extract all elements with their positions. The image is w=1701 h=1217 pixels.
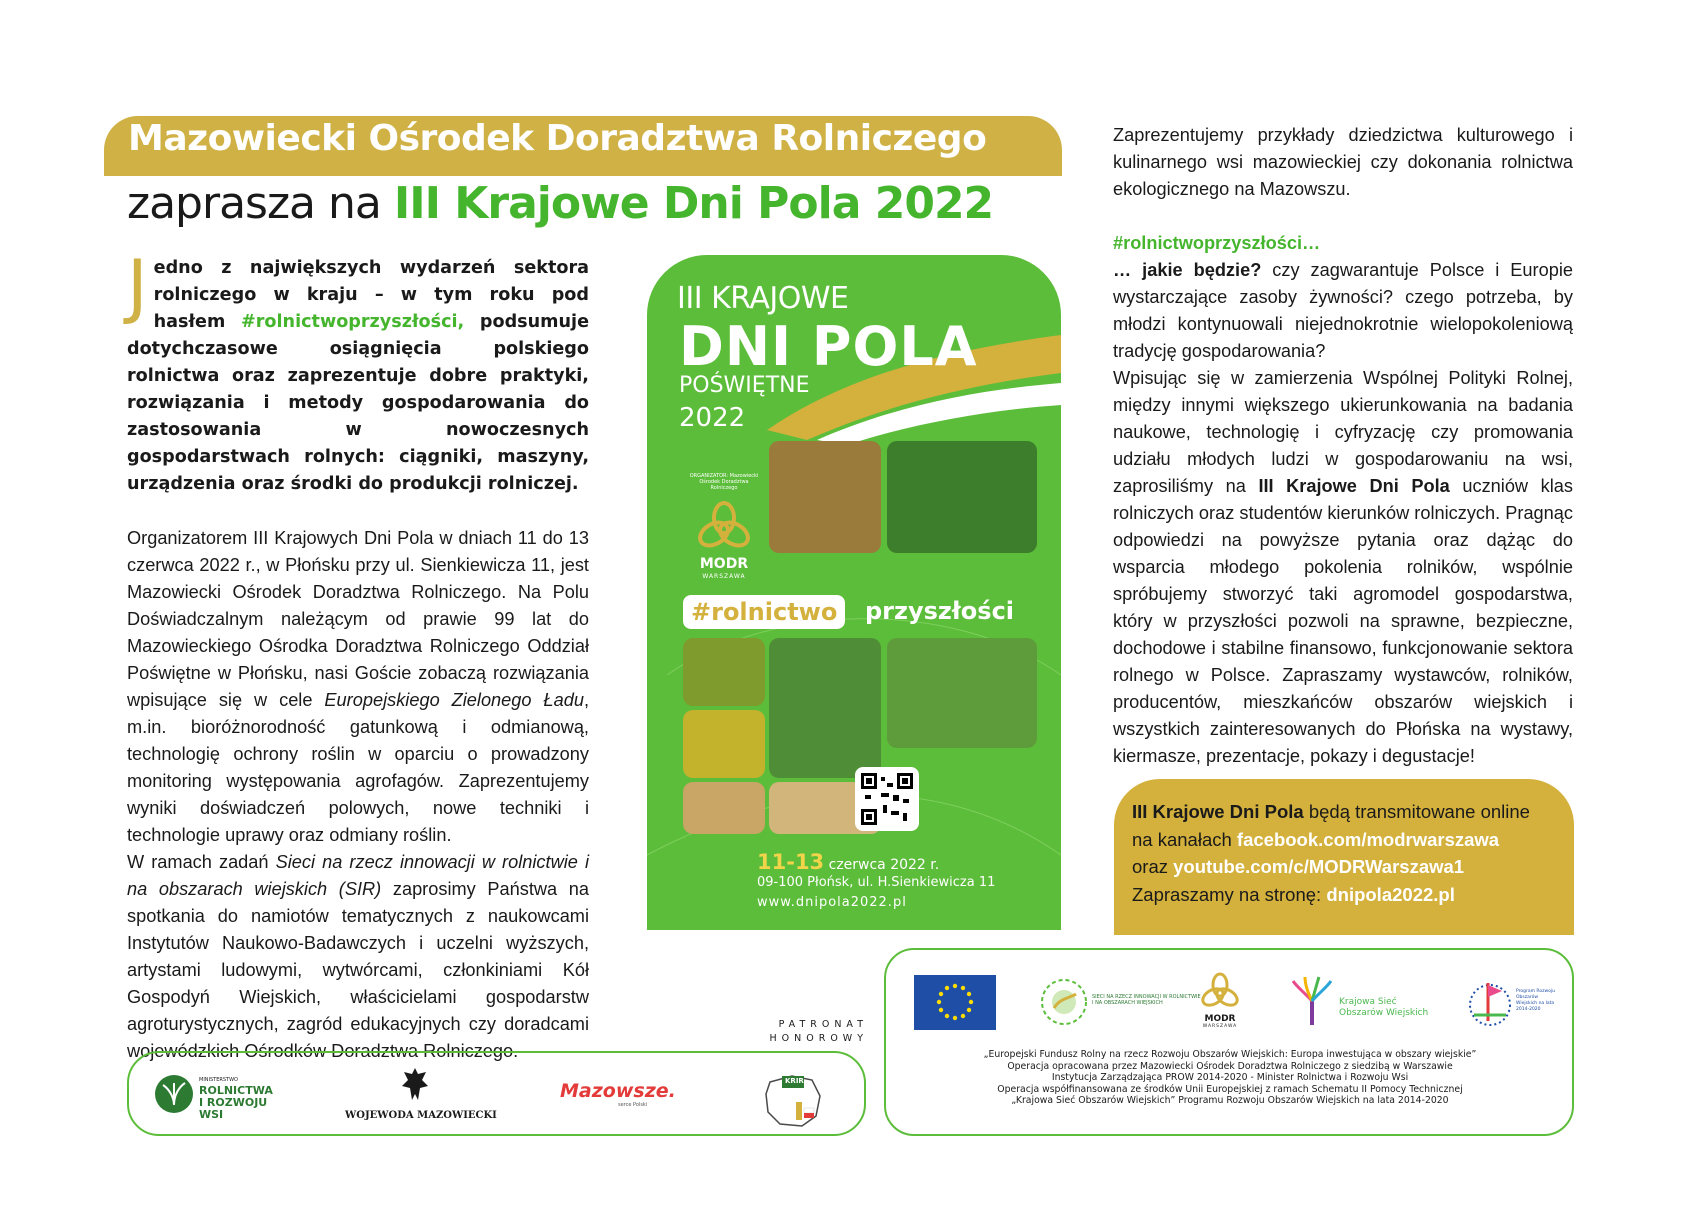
body-paragraph-2 [127, 849, 589, 1065]
photo-grain [683, 782, 765, 834]
ksow-tree-icon [1287, 973, 1337, 1029]
wojewoda-logo [345, 1064, 497, 1121]
lead-text-1: edno z największych wydarzeń sektora rolniczego w kraju – w tym roku pod hasłem [153, 258, 589, 332]
ministry-name: ROLNICTWA I ROZWOJU WSI [199, 1084, 273, 1121]
poster-line-2: DNI POLA [679, 315, 978, 378]
body-1-text-a: Organizatorem III Krajowych Dni Pola w dniach 11 do 13 czerwca 2022 r., w Płońsku przy ul. Sienkiewicza 11, jest Mazowiecki Ośrodek Doradztwa Rolniczego. Na Polu Doświadczalnym należącym od prawie 99 lat do Mazowieckiego Ośrodka Doradztwa Rolniczego Oddział Poświętne w Płońsku, nasi Goście zobaczą rozwiązania wpisujące się w cele [127, 528, 589, 710]
poster-address: 09-100 Płońsk, ul. H.Sienkiewicza 11 [757, 875, 996, 890]
info-line-2 [1132, 826, 1554, 854]
right-hashtag: #rolnictwoprzyszłości… [1113, 233, 1321, 253]
streaming-info-box [1114, 779, 1574, 935]
dropcap: J [127, 245, 148, 327]
body-2-italic: Sieci na rzecz innowacji w rolnictwie i na obszarach wiejskich (SIR) [127, 852, 589, 899]
poster-line-4: 2022 [679, 403, 746, 433]
krir-text: KRIR [785, 1077, 804, 1085]
poster-dates-month: czerwca 2022 r. [824, 857, 940, 873]
prow-text: Program Rozwoju Obszarów Wiejskich na lata 2014-2020 [1516, 989, 1555, 1012]
poster-organizer: ORGANIZATOR: Mazowiecki Ośrodek Doradztwa Rolniczego [689, 473, 759, 491]
photo-wheat [769, 441, 881, 553]
krir-logo [762, 1072, 824, 1134]
lead-hashtag: #rolnictwoprzyszłości, [241, 312, 465, 332]
body-paragraph-1 [127, 525, 589, 849]
question-bold: … jakie będzie? [1113, 260, 1262, 280]
ksow-logo [1287, 973, 1429, 1033]
modr-footer-sub: WARSZAWA [1202, 1024, 1238, 1029]
poster-modr: MODR [699, 556, 749, 572]
qr-code[interactable] [855, 767, 919, 831]
info-event-name: III Krajowe Dni Pola [1132, 801, 1304, 822]
mazowsze-sub: serce Polski [618, 1102, 648, 1108]
eagle-emblem-icon [400, 1064, 430, 1104]
ministry-leaf-icon [155, 1075, 193, 1113]
wojewoda-text: WOJEWODA MAZOWIECKI [345, 1110, 497, 1121]
patronat-label: PATRONAT HONOROWY [769, 1019, 868, 1044]
photo-aerial [769, 638, 881, 778]
right-question [1113, 257, 1573, 365]
funding-line-3: Instytucja Zarządzająca PROW 2014-2020 - Minister Rolnictwa i Rozwoju Wsi [1051, 1072, 1409, 1084]
info-line-3-pre: oraz [1132, 856, 1174, 877]
youtube-link[interactable]: youtube.com/c/MODRWarszawa1 [1173, 856, 1465, 877]
photo-rapeseed [683, 710, 765, 778]
info-line-1-rest: będą transmitowane online [1303, 801, 1530, 822]
right-column [1113, 122, 1573, 770]
left-column [127, 245, 589, 1065]
ministry-small-text: MINISTERSTWO [199, 1077, 238, 1083]
info-line-2-pre: na kanałach [1132, 828, 1237, 850]
body-2-text-a: W ramach zadań [127, 852, 276, 872]
modr-footer-icon [1200, 972, 1240, 1010]
mazowsze-text: Mazowsze. [560, 1080, 676, 1102]
sir-text: SIECI NA RZECZ INNOWACJI W ROLNICTWIE I NA OBSZARACH WIEJSKICH [1092, 994, 1201, 1006]
right-2-text-a: Wpisując się w zamierzenia Wspólnej Polityki Rolnej, między innymi większego ukierunkowania na badania naukowe, technologię i cyfryzację czy promowania udziału młodych ludzi w gospodarowaniu na wsi, zaprosiliśmy na [1113, 368, 1573, 496]
photo-corn [887, 441, 1037, 553]
body-2-text-b: zaprosimy Państwa na spotkania do namiotów tematycznych z naukowcami Instytutów Naukowo-Badawczych i uczelni wyższych, artystami ludowymi, wytwórcami, członkiniami Kół Gospodyń Wiejskich, właścicielami gospodarstw agroturystycznych, zagród edukacyjnych czy doradcami wojewódzkich Ośrodków Doradztwa Rolniczego. [127, 879, 589, 1061]
lead-text-2: podsumuje dotychczasowe osiągnięcia polskiego rolnictwa oraz zaprezentuje dobre praktyki, rozwiązania i metody gospodarowania do zastosowania w nowoczesnych gospodarstwach rolnych: ciągniki, maszyny, urządzenia oraz środki do produkcji rolniczej. [127, 312, 589, 494]
photo-field [683, 638, 765, 706]
funding-line-1: „Europejski Fundusz Rolny na rzecz Rozwoju Obszarów Wiejskich: Europa inwestująca w obszary wiejskie” [983, 1049, 1477, 1060]
ksow-text: Krajowa Sieć Obszarów Wiejskich [1339, 997, 1429, 1018]
subtitle-prefix: zaprasza na [127, 178, 394, 229]
poster-line-3: POŚWIĘTNE [679, 373, 810, 398]
right-2-bold: III Krajowe Dni Pola [1258, 476, 1450, 496]
info-line-3 [1132, 853, 1554, 881]
poster-modr-sub: WARSZAWA [702, 573, 746, 580]
poster-line-1: III KRAJOWE [677, 281, 849, 316]
facebook-link[interactable]: facebook.com/modrwarszawa [1236, 828, 1500, 850]
funding-line-4: Operacja współfinansowana ze środków Unii Europejskiej z ramach Schematu II Pomocy Technicznej [997, 1083, 1463, 1095]
funding-line-5: „Krajowa Sieć Obszarów Wiejskich” Programu Rozwoju Obszarów Wiejskich na lata 2014-2020 [1011, 1095, 1449, 1107]
lead-paragraph [127, 245, 589, 498]
qr-code-icon [861, 773, 913, 825]
prow-logo [1466, 975, 1555, 1035]
poster-hashtag-a: #rolnictwo [683, 595, 845, 629]
info-line-1 [1132, 798, 1554, 826]
page-title: Mazowiecki Ośrodek Doradztwa Rolniczego [128, 118, 987, 159]
info-line-4 [1132, 881, 1554, 909]
poster-website[interactable]: www.dnipola2022.pl [757, 895, 907, 910]
mazowsze-logo [560, 1080, 676, 1108]
body-1-text-b: , m.in. bioróżnorodność gatunkową i odmianową, technologię ochrony roślin w oparciu o prowadzony monitoring występowania agrofagów. Zaprezentujemy wyniki doświadczeń polowych, nowe techniki i technologie uprawy oraz odmiany roślin. [127, 690, 589, 845]
website-link[interactable]: dnipola2022.pl [1326, 883, 1455, 905]
right-2-text-b: uczniów klas rolniczych oraz studentów kierunków rolniczych. Pragnąc odpowiedzi na powyższe pytania oraz dążąc do wsparcia młodego pokolenia rolników, wspólnie spróbujemy stworzyć taki agromodel gospodarstwa, który w przyszłości pozwoli na sprawne, bezpieczne, dochodowe i stabilne finansowo, funkcjonowanie sektora rolnego w Polsce. Zapraszamy wystawców, rolników, producentów, mieszkańców obszarów wiejskich i wszystkich zainteresowanych do Płońska na wystawy, kiermasze, prezentacje, pokazy i degustacje! [1113, 476, 1573, 766]
funding-notice [899, 1049, 1561, 1107]
modr-footer-text: MODR [1204, 1014, 1236, 1024]
eu-flag-icon [914, 975, 996, 1030]
modr-logo-icon [697, 500, 751, 554]
sir-logo [1036, 972, 1201, 1036]
funding-line-2: Operacja opracowana przez Mazowiecki Ośrodek Doradztwa Rolniczego z siedzibą w Warszawie [1007, 1060, 1453, 1072]
poster-dates-days: 11-13 [757, 850, 825, 874]
event-poster [647, 255, 1061, 930]
subtitle-event-name: III Krajowe Dni Pola 2022 [393, 178, 994, 229]
poster-dates [757, 850, 939, 874]
prow-flag-icon [1466, 975, 1516, 1031]
body-1-italic: Europejskiego Zielonego Ładu [324, 690, 584, 710]
photo-barley [887, 638, 1037, 748]
modr-footer-logo [1195, 972, 1245, 1029]
right-paragraph-1: Zaprezentujemy przykłady dziedzictwa kulturowego i kulinarnego wsi mazowieckiej czy dokonania rolnictwa ekologicznego na Mazowszu. [1113, 125, 1573, 199]
question-rest: czy zagwarantuje Polsce i Europie wystarczające zasoby żywności? czego potrzeba, by młodzi kontynuowali niejednokrotnie wielopokoleniową tradycję gospodarowania? [1113, 260, 1573, 361]
page-subtitle [127, 178, 993, 229]
sir-network-icon [1036, 972, 1092, 1032]
info-line-4-pre: Zapraszamy na stronę: [1132, 883, 1327, 905]
right-paragraph-2 [1113, 365, 1573, 770]
poster-hashtag-b: przyszłości [865, 597, 1015, 625]
